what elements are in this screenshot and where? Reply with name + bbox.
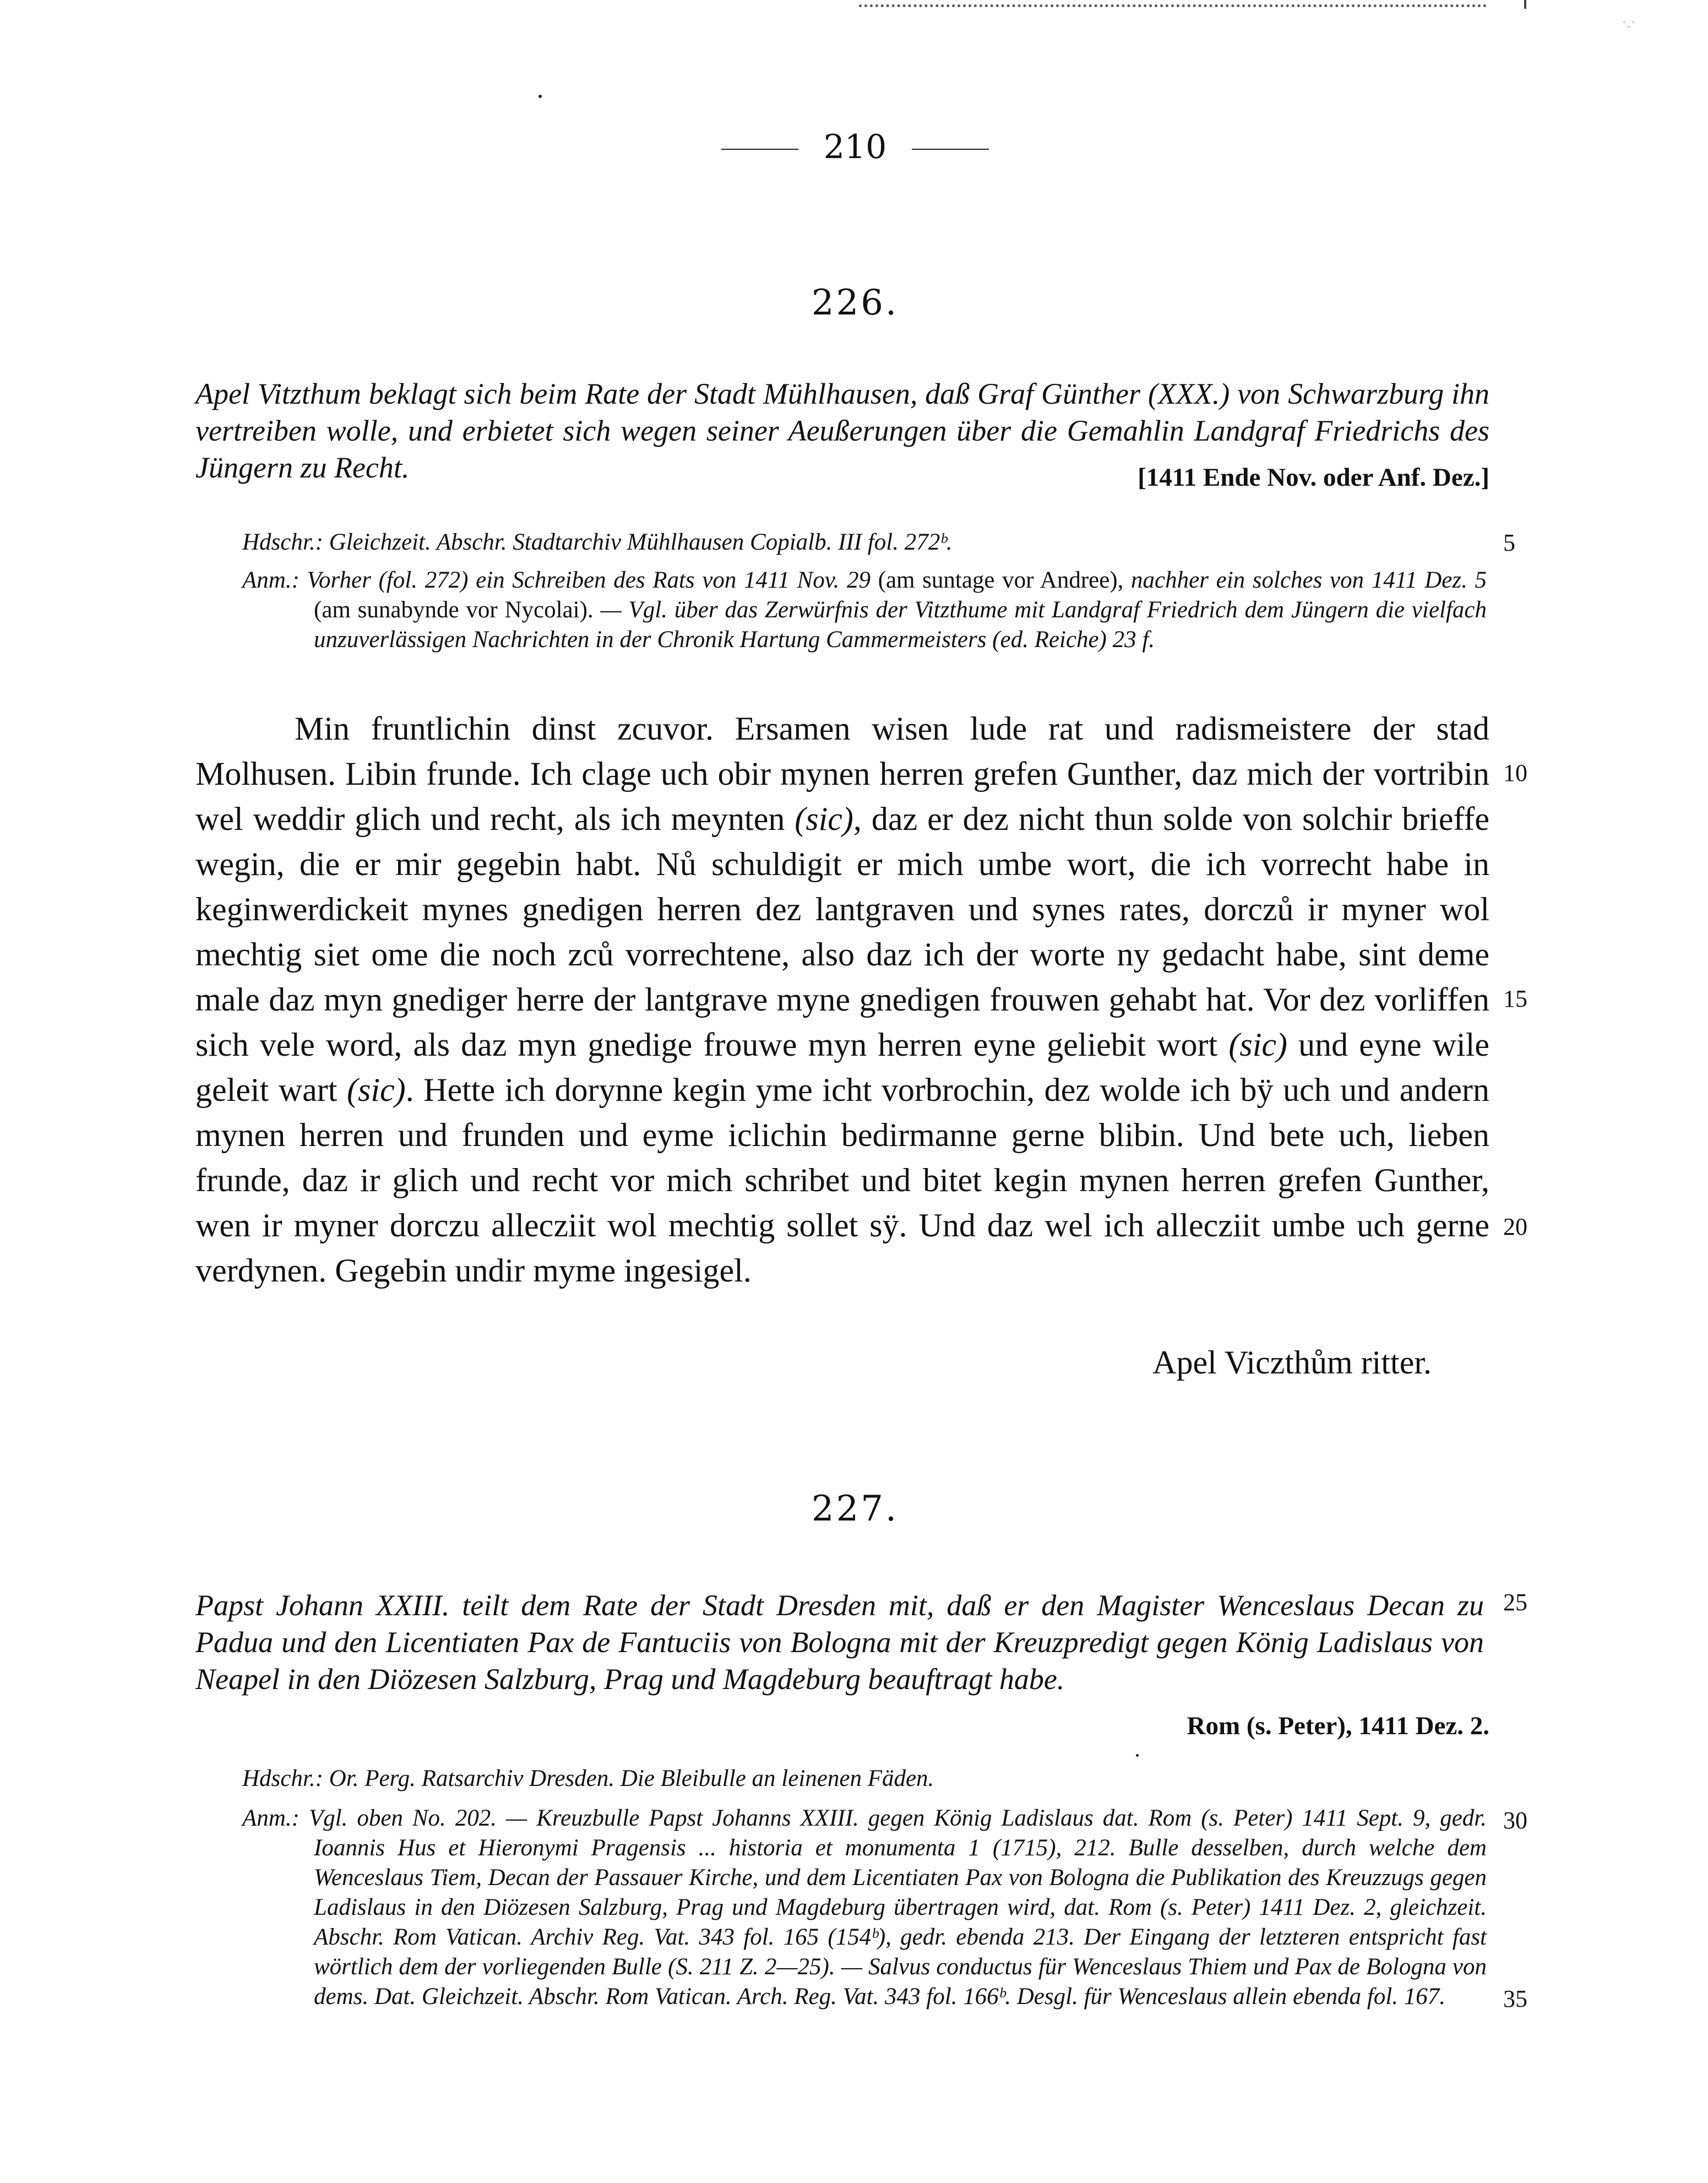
hdschr-text: Or. Perg. Ratsarchiv Dresden. Die Bleibulle an leinenen Fäden. [329, 1766, 934, 1791]
anm-part-2: (am suntage vor Andree), [878, 567, 1124, 593]
hdschr-label: Hdschr.: [242, 529, 323, 555]
stray-dot [538, 95, 542, 98]
doc-226-signature: Apel Viczthům ritter. [1152, 1344, 1432, 1381]
anm-part-4: (am sunabynde vor Nycolai). [314, 597, 594, 623]
letter-text-b: , daz er dez nicht thun solde von solchir brieffe wegin, die er mir gegebin habt. Nů schuldigit er mich umbe wort, die ich vorrecht habe in keginwerdickeit mynes gnedigen herren dez lantgraven und synes rates, dorczů ir myner wol mechtig siet ome die noch zců vorrechtene, also daz ich der worte ny gedacht habe, sint deme male daz myn gnediger herre der lantgrave myne gnedigen frouwen gehabt hat. Vor dez vorliffen sich vele word, als daz myn gnedige frouwe myn herren eyne geliebit wort [195, 801, 1489, 1063]
doc-227-anm [242, 1804, 1487, 2012]
stray-dot-2 [1136, 1754, 1139, 1757]
hdschr-text: Gleichzeit. Abschr. Stadtarchiv Mühlhausen Copialb. III fol. 272ᵇ. [329, 529, 953, 555]
line-number: 20 [1503, 1213, 1527, 1240]
top-border-tick [1524, 0, 1526, 9]
doc-227-regest: Papst Johann XXIII. teilt dem Rate der Stadt Dresden mit, daß er den Magister Wenceslaus Decan zu Padua und den Licentiaten Pax de Fantuciis von Bologna mit der Kreuzpredigt gegen König Ladislaus von Neapel in den Diözesen Salzburg, Prag und Magdeburg beauftragt habe. [195, 1589, 1484, 1696]
anm-part-1: Vorher (fol. 272) ein Schreiben des Rats von 1411 Nov. 29 [307, 567, 871, 593]
line-number: 35 [1503, 1985, 1527, 2012]
line-number: 10 [1503, 759, 1527, 786]
letter-text-c: und eyne wile geleit wart [195, 1027, 1490, 1108]
sic-1: (sic) [795, 801, 853, 837]
right-dash [912, 149, 989, 150]
anm-label: Anm.: [242, 567, 300, 593]
doc-226-anm [242, 566, 1487, 655]
top-border-line [859, 4, 1487, 7]
letter-text-d: . Hette ich dorynne kegin yme icht vorbrochin, dez wolde ich bÿ uch und andern mynen herren und frunden und eyme iclichin bedirmanne gerne blibin. Und bete uch, lieben frunde, daz ir glich und recht vor mich schribet und bitet kegin mynen herren grefen Gunther, wen ir myner dorczu allecziit wol mechtig sollet sÿ. Und daz wel ich allecziit umbe uch gerne verdynen. Gegebin undir myme ingesigel. [195, 1072, 1489, 1289]
anm-text: Vgl. oben No. 202. — Kreuzbulle Papst Johanns XXIII. gegen König Ladislaus dat. Rom (s. Peter) 1411 Sept. 9, gedr. Ioannis Hus et Hieronymi Pragensis ... historia et monumenta 1 (1715), 212. Bulle desselben, durch welche dem Wenceslaus Tiem, Decan der Passauer Kirche, und dem Licentiaten Pax von Bologna die Publikation des Kreuzzugs gegen Ladislaus in den Diözesen Salzburg, Prag und Magdeburg übertragen wird, dat. Rom (s. Peter) 1411 Dez. 2, gleichzeit. Abschr. Rom Vatican. Archiv Reg. Vat. 343 fol. 165 (154ᵇ), gedr. ebenda 213. Der Eingang der letzteren entspricht fast wörtlich dem der vorliegenden Bulle (S. 211 Z. 2—25). — Salvus conductus für Wenceslaus Thiem und Pax de Bologna von dems. Dat. Gleichzeit. Abschr. Rom Vatican. Arch. Reg. Vat. 343 fol. 166ᵇ. Desgl. für Wenceslaus allein ebenda fol. 167. [308, 1805, 1487, 2010]
doc-227-number: 227. [811, 1489, 899, 1529]
doc-226-date-wrap [195, 463, 1489, 492]
page-number [690, 128, 1020, 166]
anm-label: Anm.: [242, 1805, 300, 1831]
sic-2: (sic) [1228, 1027, 1287, 1063]
doc-226-regest: Apel Vitzthum beklagt sich beim Rate der Stadt Mühlhausen, daß Graf Günther (XXX.) von Schwarzburg ihn vertreiben wolle, und erbietet sich wegen seiner Aeußerungen über die Gemahlin Landgraf Friedrichs des Jüngern zu Recht. [195, 377, 1489, 484]
doc-227-hdschr [242, 1764, 1487, 1794]
hdschr-label: Hdschr.: [242, 1766, 323, 1791]
letter-text-a: Min fruntlichin dinst zcuvor. Ersamen wisen lude rat und radismeistere der stad Molhusen. Libin frunde. Ich clage uch obir mynen herren grefen Gunther, daz mich der vortribin wel weddir glich und recht, als ich meynten [195, 710, 1489, 837]
doc-227-date: Rom (s. Peter), 1411 Dez. 2. [1187, 1712, 1489, 1740]
page-number-value: 210 [823, 128, 887, 166]
doc-226-letter-text [195, 706, 1489, 1293]
doc-226-date: [1411 Ende Nov. oder Anf. Dez.] [1138, 463, 1489, 492]
left-dash [721, 149, 798, 150]
anm-part-5: — Vgl. über das Zerwürfnis der Vitzthume mit Landgraf Friedrich dem Jüngern die vielfach unzuverlässigen Nachrichten in der Chronik Hartung Cammermeisters (ed. Reiche) 23 f. [314, 597, 1487, 653]
line-number: 30 [1503, 1807, 1527, 1834]
sic-3: (sic) [346, 1072, 406, 1108]
line-number: 25 [1503, 1589, 1527, 1616]
doc-226-hdschr [242, 528, 1487, 557]
line-number: 5 [1503, 529, 1515, 556]
doc-226-number: 226. [811, 283, 899, 323]
corner-speck: ·.· [1622, 14, 1636, 31]
doc-227-date-wrap [195, 1711, 1489, 1741]
line-number: 15 [1503, 985, 1527, 1012]
anm-part-3: nachher ein solches von 1411 Dez. 5 [1131, 567, 1487, 593]
